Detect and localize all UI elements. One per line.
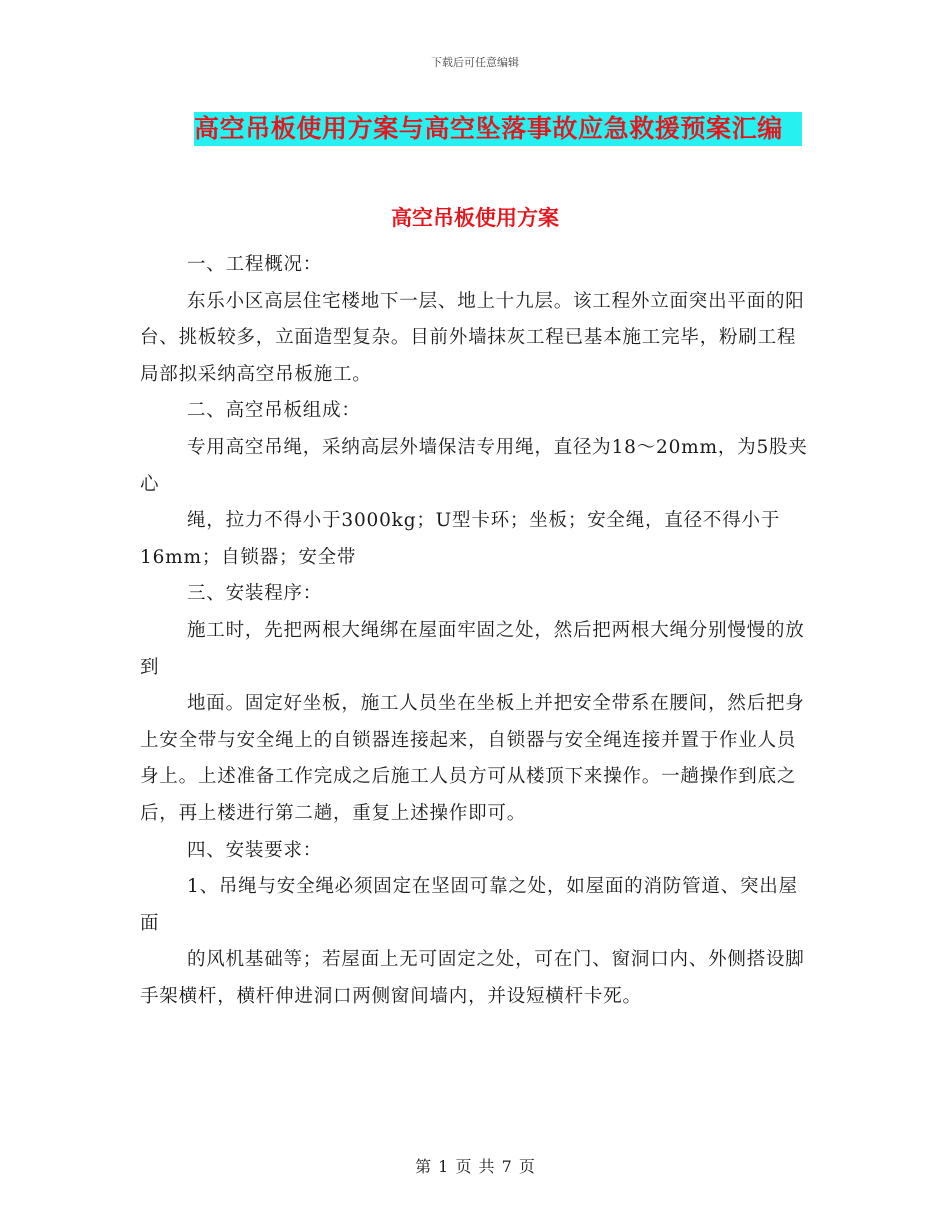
page-number: 第 1 页 共 7 页 bbox=[415, 1157, 535, 1176]
document-title: 高空吊板使用方案与高空坠落事故应急救援预案汇编 bbox=[194, 112, 802, 146]
paragraph-overview: 东乐小区高层住宅楼地下一层、地上十九层。该工程外立面突出平面的阳台、挑板较多，立面造型复杂。目前外墙抹灰工程已基本施工完毕，粉刷工程局部拟采纳高空吊板施工。 bbox=[140, 290, 805, 385]
section-title: 高空吊板使用方案 bbox=[391, 205, 559, 230]
document-body bbox=[140, 247, 810, 1015]
heading-overview: 一、工程概况： bbox=[187, 254, 323, 275]
header-note: 下载后可任意编辑 bbox=[431, 56, 519, 69]
heading-installation-procedure: 三、安装程序： bbox=[187, 583, 323, 605]
paragraph-requirements-1: 1、吊绳与安全绳必须固定在坚固可靠之处，如屋面的消防管道、突出屋面 bbox=[140, 876, 798, 934]
paragraph-procedure-1: 施工时，先把两根大绳绑在屋面牢固之处，然后把两根大绳分别慢慢的放到 bbox=[140, 619, 805, 678]
heading-installation-requirements: 四、安装要求： bbox=[187, 839, 323, 861]
heading-composition: 二、高空吊板组成： bbox=[187, 400, 361, 422]
paragraph-composition-1: 专用高空吊绳，采纳高层外墙保洁专用绳，直径为18～20mm，为5股夹心 bbox=[140, 436, 808, 495]
paragraph-requirements-2: 的风机基础等；若屋面上无可固定之处，可在门、窗洞口内、外侧搭设脚手架横杆，横杆伸进洞口两侧窗间墙内，并设短横杆卡死。 bbox=[140, 949, 805, 1007]
paragraph-procedure-2: 地面。固定好坐板，施工人员坐在坐板上并把安全带系在腰间，然后把身上安全带与安全绳上的自锁器连接起来，自锁器与安全绳连接并置于作业人员身上。上述准备工作完成之后施工人员方可从楼顶下来操作。一趟操作到底之后，再上楼进行第二趟，重复上述操作即可。 bbox=[140, 693, 805, 824]
paragraph-composition-2: 绳，拉力不得小于3000kg；U型卡环；坐板；安全绳，直径不得小于16mm；自锁器；安全带 bbox=[140, 510, 781, 568]
